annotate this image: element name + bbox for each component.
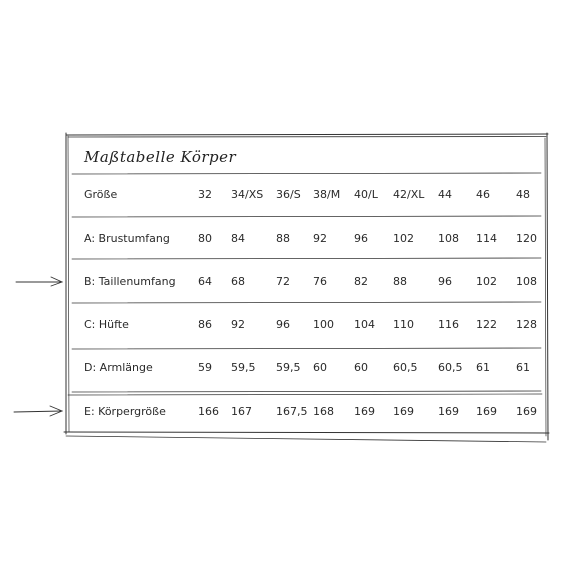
size-header-cell: 44 [438, 188, 452, 201]
table-cell: 92 [313, 232, 327, 245]
table-cell: 169 [354, 405, 375, 418]
table-cell: 128 [516, 318, 537, 331]
table-cell: 82 [354, 275, 368, 288]
table-cell: 68 [231, 275, 245, 288]
table-cell: 96 [438, 275, 452, 288]
table-cell: 169 [516, 405, 537, 418]
table-cell: 86 [198, 318, 212, 331]
row-label: A: Brustumfang [84, 232, 170, 245]
table-cell: 167 [231, 405, 252, 418]
table-cell: 96 [354, 232, 368, 245]
table-cell: 88 [393, 275, 407, 288]
table-cell: 169 [438, 405, 459, 418]
row-label: E: Körpergröße [84, 405, 166, 418]
table-cell: 102 [476, 275, 497, 288]
table-cell: 88 [276, 232, 290, 245]
table-cell: 59,5 [276, 361, 301, 374]
size-header-cell: 38/M [313, 188, 341, 201]
table-cell: 100 [313, 318, 334, 331]
table-cell: 72 [276, 275, 290, 288]
table-cell: 116 [438, 318, 459, 331]
table-cell: 104 [354, 318, 375, 331]
table-cell: 167,5 [276, 405, 308, 418]
table-cell: 169 [393, 405, 414, 418]
table-cell: 60,5 [438, 361, 463, 374]
table-cell: 169 [476, 405, 497, 418]
table-cell: 61 [476, 361, 490, 374]
table-cell: 60,5 [393, 361, 418, 374]
table-cell: 122 [476, 318, 497, 331]
table-cell: 92 [231, 318, 245, 331]
header-label: Größe [84, 188, 118, 201]
table-cell: 96 [276, 318, 290, 331]
table-cell: 80 [198, 232, 212, 245]
table-cell: 120 [516, 232, 537, 245]
table-cell: 64 [198, 275, 212, 288]
table-title: Maßtabelle Körper [84, 148, 237, 166]
size-header-cell: 42/XL [393, 188, 425, 201]
table-cell: 114 [476, 232, 497, 245]
table-cell: 108 [438, 232, 459, 245]
table-cell: 60 [313, 361, 327, 374]
table-cell: 60 [354, 361, 368, 374]
row-label: C: Hüfte [84, 318, 129, 331]
table-cell: 76 [313, 275, 327, 288]
table-cell: 59,5 [231, 361, 256, 374]
size-header-cell: 46 [476, 188, 490, 201]
table-cell: 168 [313, 405, 334, 418]
table-cell: 84 [231, 232, 245, 245]
size-header-cell: 40/L [354, 188, 378, 201]
arrow-row-e-icon [14, 411, 62, 412]
row-label: B: Taillenumfang [84, 275, 176, 288]
size-header-cell: 48 [516, 188, 530, 201]
table-cell: 59 [198, 361, 212, 374]
table-cell: 110 [393, 318, 414, 331]
size-header-cell: 34/XS [231, 188, 264, 201]
table-cell: 166 [198, 405, 219, 418]
row-label: D: Armlänge [84, 361, 153, 374]
size-header-cell: 32 [198, 188, 212, 201]
table-cell: 61 [516, 361, 530, 374]
table-cell: 102 [393, 232, 414, 245]
size-header-cell: 36/S [276, 188, 301, 201]
table-cell: 108 [516, 275, 537, 288]
